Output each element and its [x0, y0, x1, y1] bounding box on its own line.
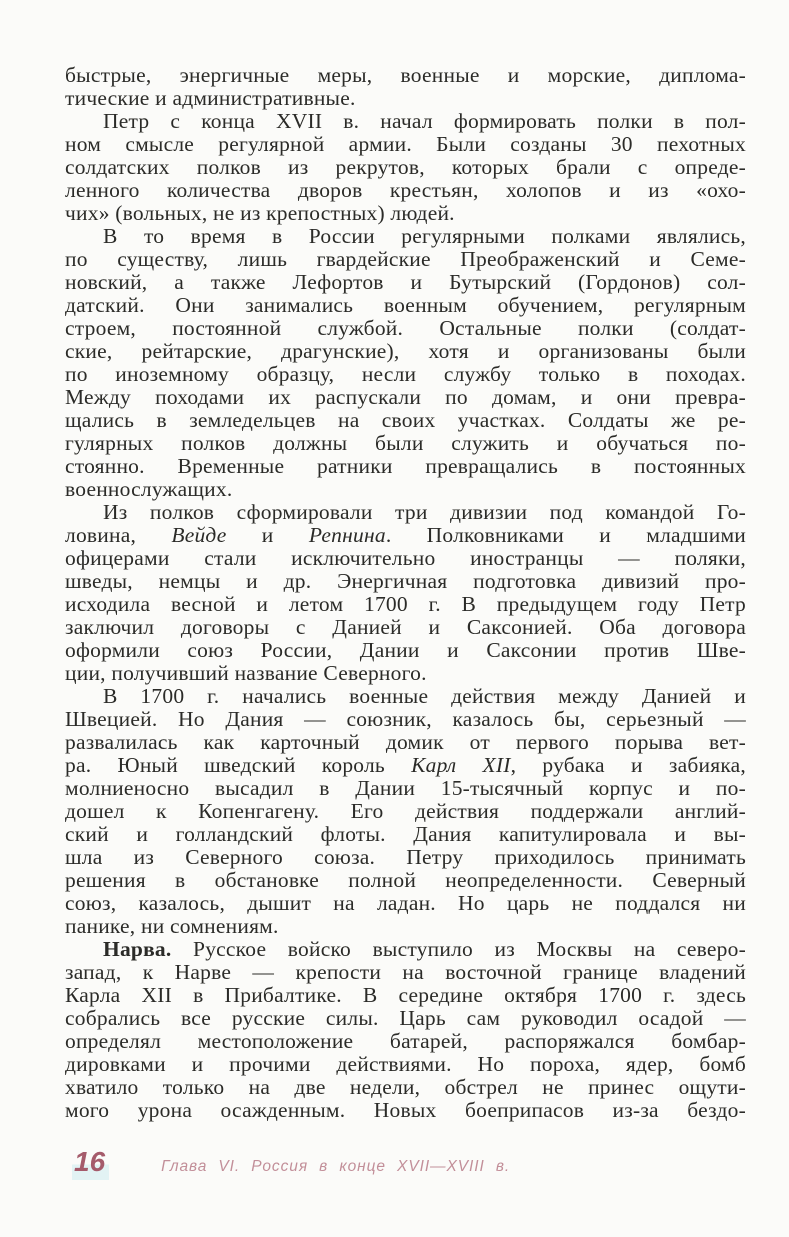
text-line [65, 547, 746, 570]
body-text: Из полков сформировали три дивизии под командой Го- [103, 500, 746, 524]
italic-text: Карл XII [411, 753, 511, 777]
body-text: стоянно. Временные ратники превращались в постоянных [65, 454, 746, 478]
body-text: солдатских полков из рекрутов, которых брали с опреде- [65, 155, 746, 179]
text-line [65, 915, 746, 938]
body-text: новский, а также Лефортов и Бутырский (Гордонов) сол- [65, 270, 746, 294]
text-line [65, 501, 746, 524]
text-line [65, 685, 746, 708]
body-text: ра. Юный шведский король [65, 753, 412, 777]
paragraph [65, 225, 746, 501]
body-text: , рубака и забияка, [510, 753, 746, 777]
paragraph [65, 64, 746, 110]
text-line [65, 731, 746, 754]
body-text: Петр с конца XVII в. начал формировать полки в пол- [103, 109, 746, 133]
body-text: исходила весной и летом 1700 г. В предыдущем году Петр [65, 592, 746, 616]
text-line [65, 869, 746, 892]
text-line [65, 938, 746, 961]
italic-text: Репнина [308, 523, 386, 547]
body-text: Между походами их распускали по домам, и они превра- [65, 385, 746, 409]
page-number: 16 [72, 1146, 109, 1180]
body-text: союз, казалось, дышит на ладан. Но царь не поддался ни [65, 891, 746, 915]
text-line [65, 1099, 746, 1122]
text-line [65, 110, 746, 133]
text-line [65, 179, 746, 202]
text-line [65, 156, 746, 179]
text-line [65, 892, 746, 915]
text-line [65, 1030, 746, 1053]
body-text: молниеносно высадил в Дании 15-тысячный корпус и по- [65, 776, 746, 800]
text-line [65, 984, 746, 1007]
paragraph [65, 938, 746, 1122]
body-text: по существу, лишь гвардейские Преображенский и Семе- [65, 247, 746, 271]
text-line [65, 248, 746, 271]
body-text: . Полковниками и младшими [385, 523, 747, 547]
text-line [65, 708, 746, 731]
text-line [65, 1076, 746, 1099]
text-line [65, 846, 746, 869]
text-line [65, 478, 746, 501]
body-text: Карла XII в Прибалтике. В середине октября 1700 г. здесь [65, 983, 746, 1007]
chapter-title: Глава VI. Россия в конце XVII—XVIII в. [161, 1158, 511, 1175]
body-text: чих» (вольных, не из крепостных) людей. [65, 201, 455, 225]
body-text: ский и голландский флоты. Дания капитулировала и вы- [65, 822, 746, 846]
text-line [65, 570, 746, 593]
text-line [65, 662, 746, 685]
body-text: Русское войско выступило из Москвы на северо- [171, 937, 746, 961]
text-line [65, 64, 746, 87]
paragraph [65, 685, 746, 938]
bold-text: Нарва. [103, 937, 172, 961]
body-text: офицерами стали исключительно иностранцы — поляки, [65, 546, 746, 570]
text-line [65, 1053, 746, 1076]
text-line [65, 409, 746, 432]
body-text: хватило только на две недели, обстрел не принес ощути- [65, 1075, 746, 1099]
body-text: дировками и прочими действиями. Но пороха, ядер, бомб [65, 1052, 746, 1076]
text-line [65, 133, 746, 156]
text-line [65, 87, 746, 110]
body-text: и [226, 523, 309, 547]
body-text: мого урона осажденным. Новых боеприпасов из-за бездо- [65, 1098, 746, 1122]
text-line [65, 225, 746, 248]
body-text: ские, рейтарские, драгунские), хотя и организованы были [65, 339, 746, 363]
text-line [65, 432, 746, 455]
body-text: ции, получивший название Северного. [65, 661, 427, 685]
paragraph [65, 110, 746, 225]
text-line [65, 363, 746, 386]
body-text: быстрые, энергичные меры, военные и морские, диплома- [65, 63, 746, 87]
text-line [65, 754, 746, 777]
text-line [65, 616, 746, 639]
text-block [65, 64, 746, 1122]
body-text: щались в земледельцев на своих участках. Солдаты же ре- [65, 408, 746, 432]
text-line [65, 777, 746, 800]
text-line [65, 317, 746, 340]
body-text: заключил договоры с Данией и Саксонией. Оба договора [65, 615, 746, 639]
body-text: развалилась как карточный домик от первого порыва вет- [65, 730, 746, 754]
body-text: панике, ни сомнениям. [65, 914, 279, 938]
body-text: решения в обстановке полной неопределенности. Северный [65, 868, 746, 892]
body-text: определял местоположение батарей, распоряжался бомбар- [65, 1029, 746, 1053]
body-text: оформили союз России, Дании и Саксонии против Шве- [65, 638, 746, 662]
text-line [65, 455, 746, 478]
text-line [65, 524, 746, 547]
italic-text: Вейде [171, 523, 227, 547]
body-text: ном смысле регулярной армии. Были созданы 30 пехотных [65, 132, 746, 156]
body-text: по иноземному образцу, несли службу только в походах. [65, 362, 746, 386]
body-text: запад, к Нарве — крепости на восточной границе владений [65, 960, 746, 984]
text-line [65, 271, 746, 294]
body-text: Швецией. Но Дания — союзник, казалось бы, серьезный — [65, 707, 746, 731]
body-text: ловина, [65, 523, 172, 547]
body-text: собрались все русские силы. Царь сам руководил осадой — [65, 1006, 746, 1030]
text-line [65, 800, 746, 823]
text-line [65, 294, 746, 317]
body-text: дошел к Копенгагену. Его действия поддержали англий- [65, 799, 746, 823]
text-line [65, 386, 746, 409]
body-text: шла из Северного союза. Петру приходилось принимать [65, 845, 746, 869]
page-footer [72, 1146, 722, 1180]
text-line [65, 593, 746, 616]
text-line [65, 639, 746, 662]
body-text: строем, постоянной службой. Остальные полки (солдат- [65, 316, 746, 340]
paragraph [65, 501, 746, 685]
body-text: шведы, немцы и др. Энергичная подготовка дивизий про- [65, 569, 746, 593]
text-line [65, 961, 746, 984]
body-text: военнослужащих. [65, 477, 233, 501]
body-text: тические и административные. [65, 86, 356, 110]
text-line [65, 340, 746, 363]
body-text: ленного количества дворов крестьян, холопов и из «охо- [65, 178, 746, 202]
text-line [65, 1007, 746, 1030]
text-line [65, 202, 746, 225]
body-text: датский. Они занимались военным обучением, регулярным [65, 293, 746, 317]
text-line [65, 823, 746, 846]
body-text: гулярных полков должны были служить и обучаться по- [65, 431, 746, 455]
body-text: В то время в России регулярными полками являлись, [103, 224, 746, 248]
body-text: В 1700 г. начались военные действия между Данией и [103, 684, 746, 708]
